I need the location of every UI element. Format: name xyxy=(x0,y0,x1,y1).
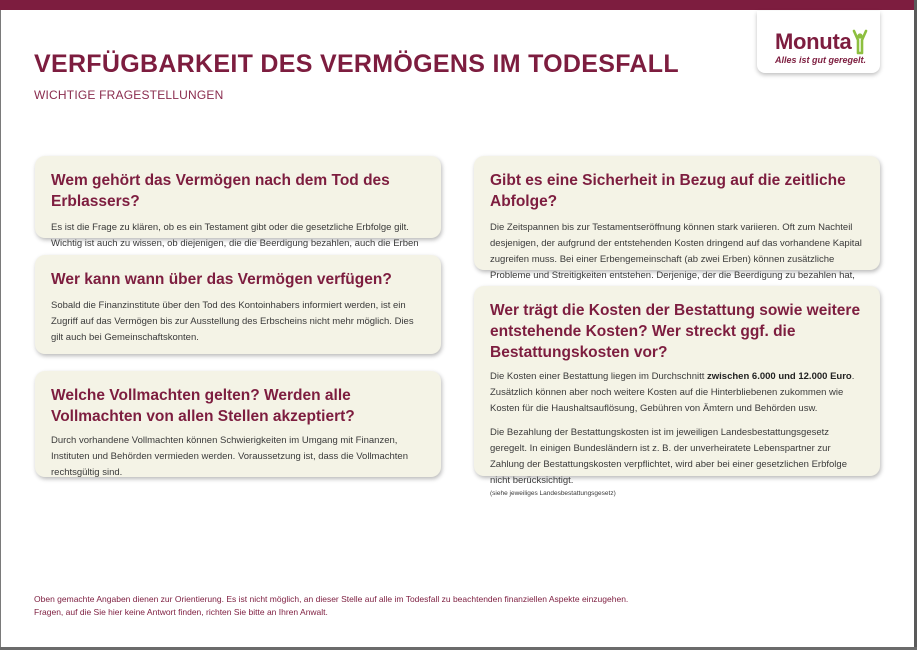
card-text xyxy=(490,369,866,417)
footer-line: Oben gemachte Angaben dienen zur Orientierung. Es ist nicht möglich, an dieser Stelle auf alle im Todesfall zu beachtenden finanziellen Aspekte einzugehen. xyxy=(34,594,629,604)
card-title: Wer trägt die Kosten der Bestattung sowie weitere entstehende Kosten? Wer streckt ggf. die Bestattungskosten vor? xyxy=(490,302,861,361)
card-text-part: Die Kosten einer Bestattung liegen im Durchschnitt xyxy=(490,371,708,382)
card-title: Welche Vollmachten gelten? Werden alle Vollmachten von allen Stellen akzeptiert? xyxy=(51,387,355,425)
footer-disclaimer xyxy=(34,593,628,619)
page-subtitle: WICHTIGE FRAGESTELLUNGEN xyxy=(34,88,224,102)
info-card-ownership xyxy=(35,156,441,249)
card-footnote: (siehe jeweiliges Landesbestattungsgesetz) xyxy=(490,490,616,497)
person-arms-up-icon xyxy=(852,29,868,55)
info-card-powers-of-attorney xyxy=(35,371,441,477)
page-title: VERFÜGBARKEIT DES VERMÖGENS IM TODESFALL xyxy=(34,50,679,78)
card-title: Wem gehört das Vermögen nach dem Tod des Erblassers? xyxy=(51,172,390,210)
top-accent-bar xyxy=(0,0,917,10)
card-text: Die Zeitspannen bis zur Testamentseröffnung können stark variieren. Oft zum Nachteil desjenigen, der aufgrund der entstehenden Kosten dringend auf das vorhandene Kapital zugreifen muss. Bei einer Erbengemeinschaft (ab zwei Erben) können zusätzliche Probleme und Streitigkeiten entstehen. Derjenige, der die Beerdigung zu bezahlen hat, xyxy=(490,222,862,281)
info-card-funeral-costs xyxy=(474,286,880,497)
info-card-access xyxy=(35,255,441,354)
card-text: Sobald die Finanzinstitute über den Tod des Kontoinhabers informiert werden, ist ein Zugriff auf das Vermögen bis zur Ausstellung des Erbscheins nicht mehr möglich. Dies gilt auch bei Gemeinschaftskonten. xyxy=(51,300,414,343)
card-text: Es ist die Frage zu klären, ob es ein Testament gibt oder die gesetzliche Erbfolge gilt. Wichtig ist auch zu wissen, ob diejenigen, die die Beerdigung bezahlen, auch die Erben xyxy=(51,222,419,249)
footer-line: Fragen, auf die Sie hier keine Antwort finden, richten Sie bitte an Ihren Anwalt. xyxy=(34,607,328,617)
logo-name: Monuta xyxy=(775,29,852,54)
info-card-time-sequence xyxy=(474,156,880,281)
card-title: Gibt es eine Sicherheit in Bezug auf die zeitliche Abfolge? xyxy=(490,172,846,210)
logo-slogan: Alles ist gut geregelt. xyxy=(775,55,867,65)
card-text-secondary: Die Bezahlung der Bestattungskosten ist im jeweiligen Landesbestattungsgesetz geregelt. In einigen Bundesländern ist z. B. der unverheiratete Lebenspartner zur Zahlung der Bestattungskosten verpflichtet, wird aber bei einer gesetzlichen Erbfolge nicht berücksichtigt. xyxy=(490,427,847,486)
monuta-logo xyxy=(757,11,880,73)
card-text: Durch vorhandene Vollmachten können Schwierigkeiten im Umgang mit Finanzen, Instituten und Behörden vermieden werden. Voraussetzung ist, dass die Vollmachten rechtsgültig sind. xyxy=(51,435,408,478)
card-title: Wer kann wann über das Vermögen verfügen? xyxy=(51,271,392,288)
cost-range-highlight: zwischen 6.000 und 12.000 Euro xyxy=(707,371,852,382)
card-text-part: . Zusätzlich können aber noch weitere Kosten auf die Hinterbliebenen zukommen wie Kosten für die Haushaltsauflösung, Gebühren von Ämtern und Behörden usw. xyxy=(490,371,855,414)
